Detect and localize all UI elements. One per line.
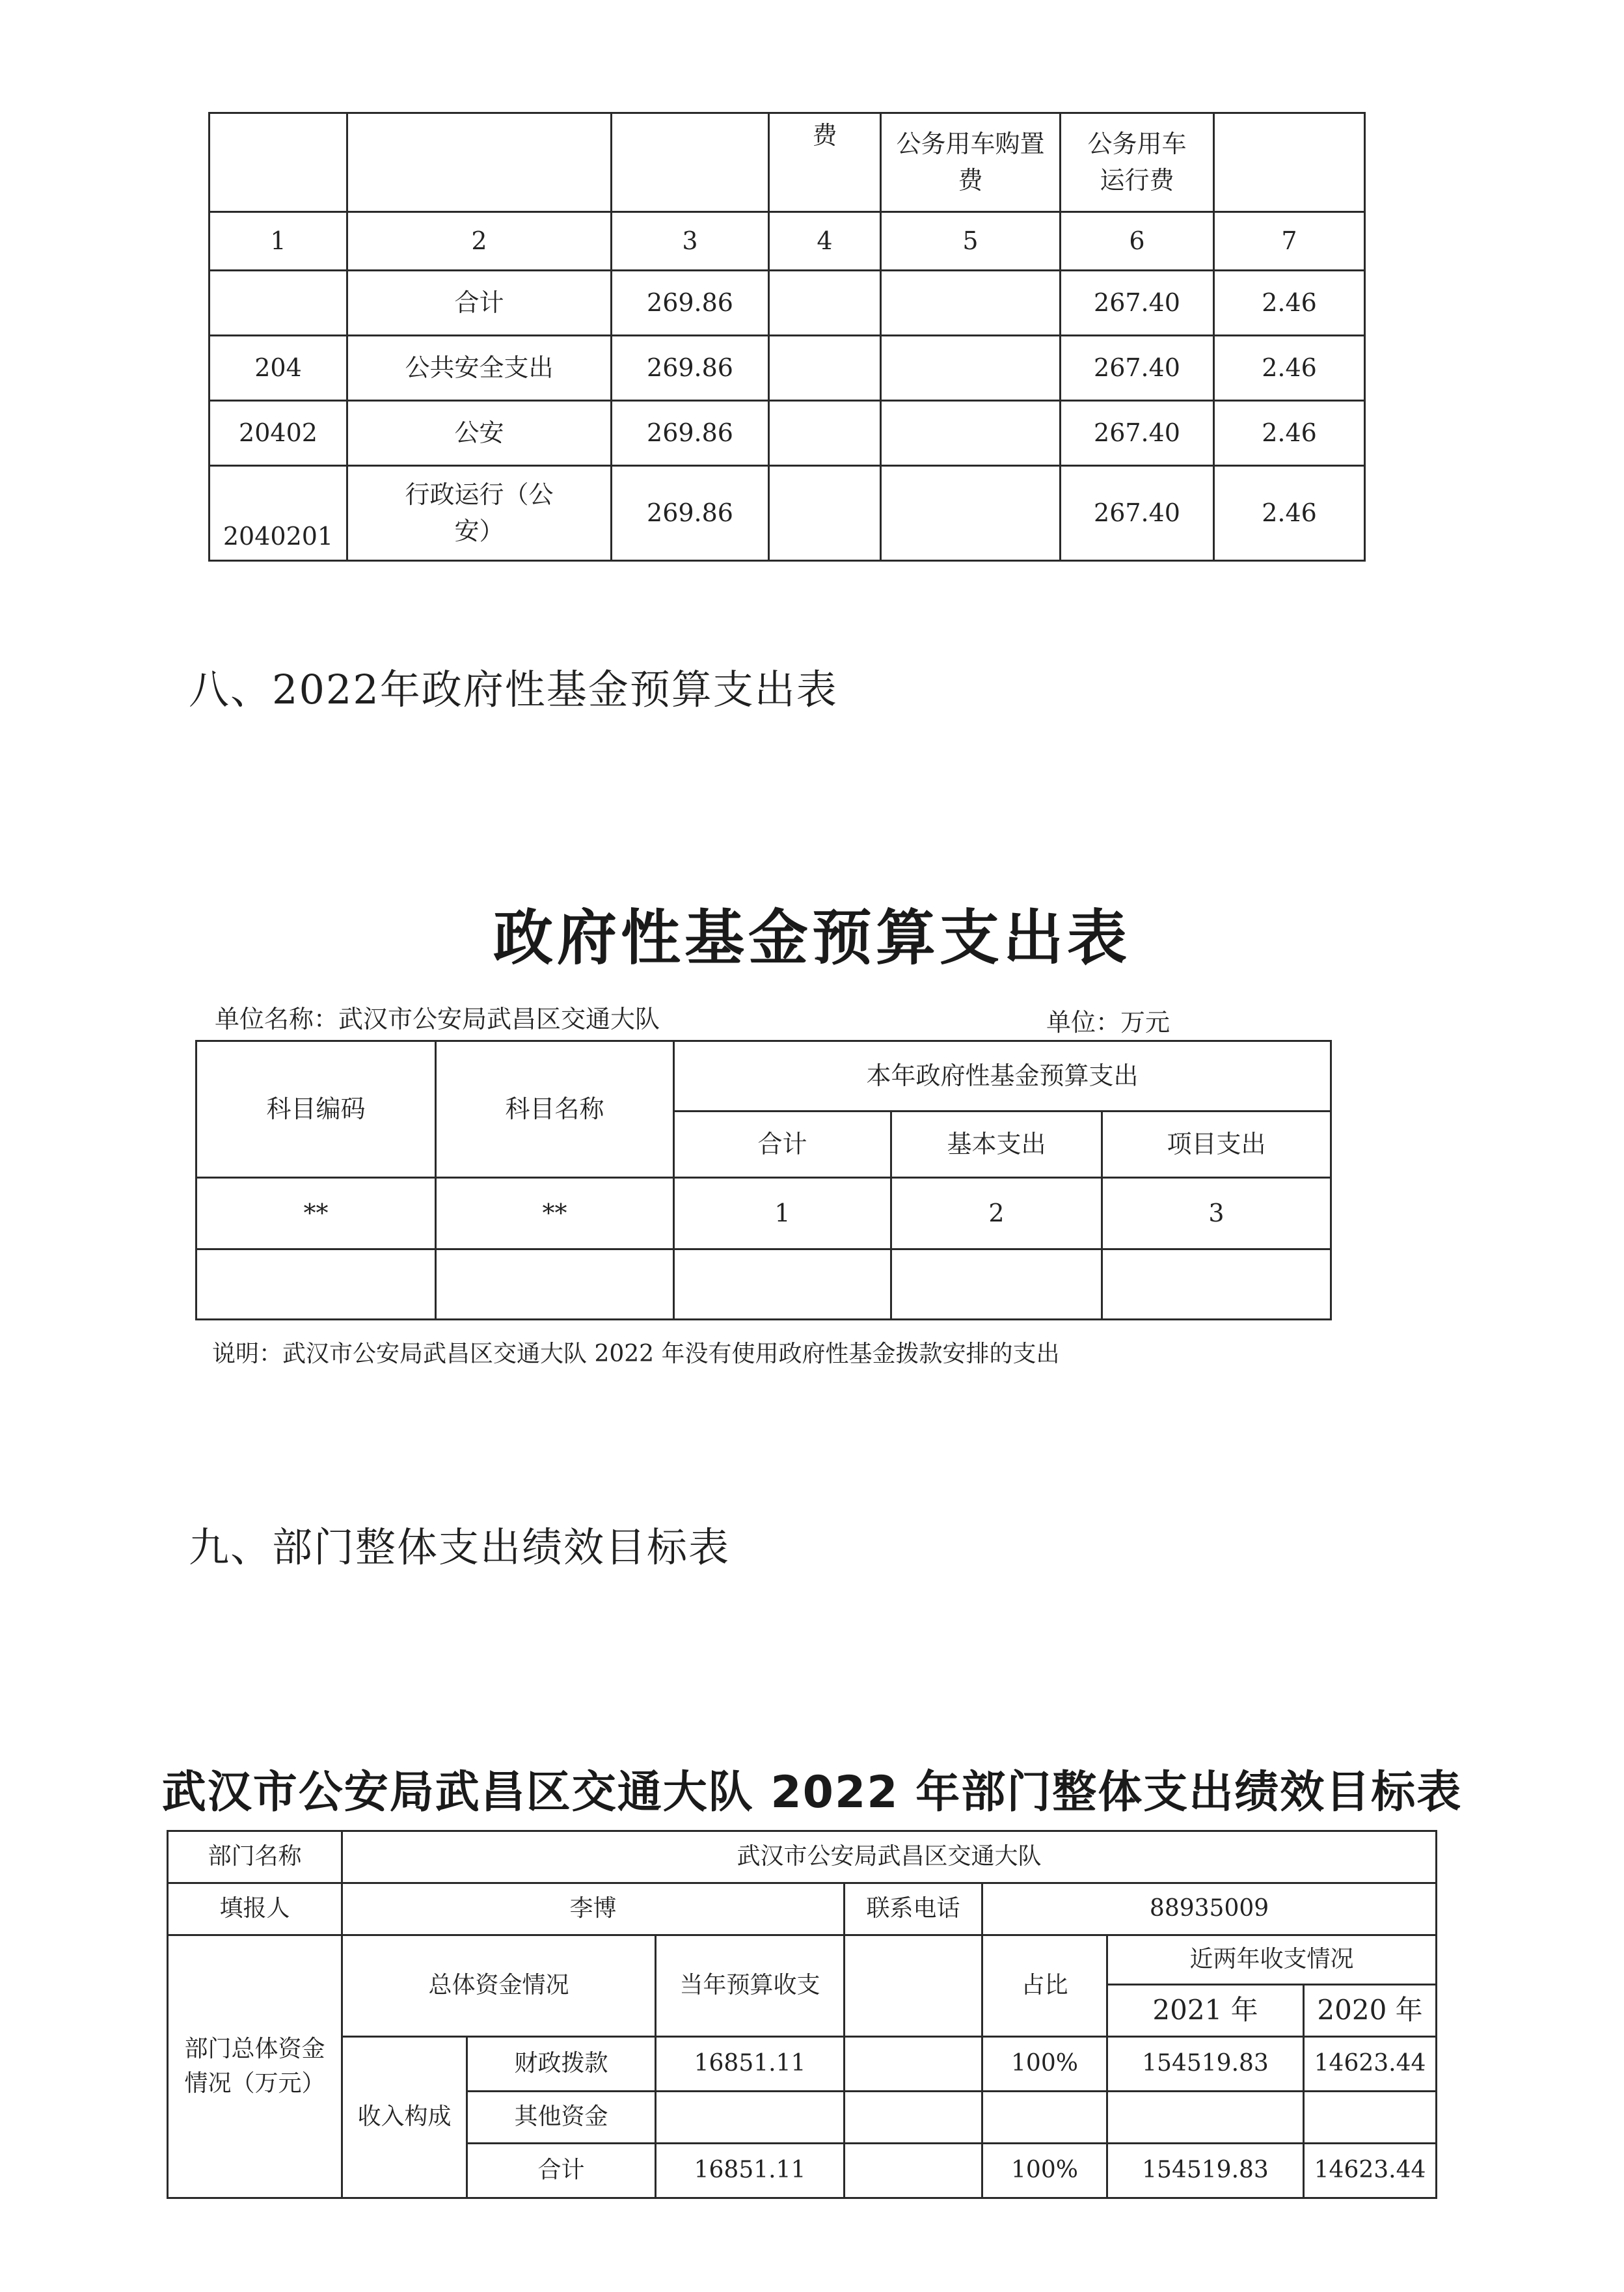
empty-cell [1102, 1249, 1331, 1320]
header-cell: 费 [769, 113, 881, 212]
value-cell: 269.86 [612, 466, 769, 561]
empty-cell [845, 2144, 982, 2198]
income-2021: 154519.83 [1107, 2037, 1304, 2092]
phone-label: 联系电话 [845, 1883, 982, 1935]
index-cell: ** [196, 1178, 436, 1249]
value-cell: 269.86 [612, 336, 769, 401]
section-heading-9: 九、部门整体支出绩效目标表 [189, 1523, 731, 1571]
index-cell: ** [436, 1178, 674, 1249]
income-share: 100% [982, 2037, 1107, 2092]
index-cell: 3 [1102, 1178, 1331, 1249]
income-name: 其他资金 [467, 2092, 656, 2144]
index-cell: 4 [769, 212, 881, 271]
share-label: 占比 [982, 1935, 1107, 2037]
value-cell [769, 466, 881, 561]
value-cell [769, 401, 881, 466]
income-share [982, 2092, 1107, 2144]
current-budget-label: 当年预算收支 [656, 1935, 845, 2037]
income-share: 100% [982, 2144, 1107, 2198]
value-cell: 2.46 [1214, 466, 1365, 561]
code-cell [210, 271, 347, 336]
funds-overall-label: 部门总体资金情况（万元） [168, 1935, 342, 2198]
index-cell: 2 [347, 212, 612, 271]
code-cell: 2040201 [210, 466, 347, 561]
overall-funds-label: 总体资金情况 [342, 1935, 656, 2037]
income-structure-label: 收入构成 [342, 2037, 467, 2198]
header-cell: 公务用车运行费 [1061, 113, 1214, 212]
dept-name-value: 武汉市公安局武昌区交通大队 [342, 1831, 1437, 1883]
value-cell [769, 336, 881, 401]
table-header-row [196, 1041, 1331, 1112]
income-2021 [1107, 2092, 1304, 2144]
code-cell: 20402 [210, 401, 347, 466]
index-cell: 1 [674, 1178, 891, 1249]
header-cell [347, 113, 612, 212]
income-2020: 14623.44 [1304, 2144, 1437, 2198]
income-2020: 14623.44 [1304, 2037, 1437, 2092]
header-cell [210, 113, 347, 212]
table-title-performance-target: 武汉市公安局武昌区交通大队 2022 年部门整体支出绩效目标表 [161, 1767, 1463, 1818]
value-cell [881, 336, 1061, 401]
value-cell [881, 401, 1061, 466]
index-cell: 3 [612, 212, 769, 271]
name-cell: 合计 [347, 271, 612, 336]
header-total: 合计 [674, 1112, 891, 1178]
name-cell: 行政运行（公安） [347, 466, 612, 561]
filler-label: 填报人 [168, 1883, 342, 1935]
two-year-label: 近两年收支情况 [1107, 1935, 1437, 1985]
filler-row [168, 1883, 1437, 1935]
value-cell: 269.86 [612, 271, 769, 336]
column-index-row [210, 212, 1365, 271]
income-name: 合计 [467, 2144, 656, 2198]
table-row [210, 466, 1365, 561]
value-cell: 269.86 [612, 401, 769, 466]
value-cell: 267.40 [1061, 466, 1214, 561]
empty-cell [845, 2092, 982, 2144]
value-cell: 2.46 [1214, 401, 1365, 466]
index-cell: 1 [210, 212, 347, 271]
header-subject-name: 科目名称 [436, 1041, 674, 1178]
empty-cell [891, 1249, 1102, 1320]
income-2021: 154519.83 [1107, 2144, 1304, 2198]
index-cell: 7 [1214, 212, 1365, 271]
header-project-expense: 项目支出 [1102, 1112, 1331, 1178]
index-cell: 5 [881, 212, 1061, 271]
table-note: 说明：武汉市公安局武昌区交通大队 2022 年没有使用政府性基金拨款安排的支出 [212, 1341, 1060, 1367]
header-cell [1214, 113, 1365, 212]
value-cell [881, 466, 1061, 561]
code-cell: 204 [210, 336, 347, 401]
header-cell: 公务用车购置费 [881, 113, 1061, 212]
income-budget: 16851.11 [656, 2144, 845, 2198]
table-row [210, 336, 1365, 401]
dept-row [168, 1831, 1437, 1883]
table-title-government-fund: 政府性基金预算支出表 [493, 903, 1131, 973]
filler-value: 李博 [342, 1883, 845, 1935]
phone-value: 88935009 [982, 1883, 1437, 1935]
income-name: 财政拨款 [467, 2037, 656, 2092]
government-fund-table [195, 1040, 1332, 1320]
year-2020-label: 2020 年 [1304, 1985, 1437, 2037]
year-2021-label: 2021 年 [1107, 1985, 1304, 2037]
name-cell: 公安 [347, 401, 612, 466]
value-cell [881, 271, 1061, 336]
funds-header-row-1 [168, 1935, 1437, 1985]
value-cell: 267.40 [1061, 336, 1214, 401]
section-heading-8: 八、2022年政府性基金预算支出表 [189, 666, 838, 713]
index-cell: 6 [1061, 212, 1214, 271]
empty-cell [674, 1249, 891, 1320]
expense-table-continued [208, 112, 1366, 562]
income-budget [656, 2092, 845, 2144]
income-2020 [1304, 2092, 1437, 2144]
value-cell: 2.46 [1214, 271, 1365, 336]
unit-name-label: 单位名称：武汉市公安局武昌区交通大队 [215, 1005, 660, 1033]
dept-name-label: 部门名称 [168, 1831, 342, 1883]
table-row-empty [196, 1249, 1331, 1320]
table-row [168, 2037, 1437, 2092]
value-cell [769, 271, 881, 336]
table-header-row [210, 113, 1365, 212]
empty-cell [436, 1249, 674, 1320]
value-cell: 2.46 [1214, 336, 1365, 401]
header-subject-code: 科目编码 [196, 1041, 436, 1178]
empty-cell [845, 1935, 982, 2037]
value-cell: 267.40 [1061, 401, 1214, 466]
header-basic-expense: 基本支出 [891, 1112, 1102, 1178]
header-cell [612, 113, 769, 212]
unit-label: 单位：万元 [1046, 1008, 1171, 1037]
index-cell: 2 [891, 1178, 1102, 1249]
empty-cell [196, 1249, 436, 1320]
name-cell: 公共安全支出 [347, 336, 612, 401]
value-cell: 267.40 [1061, 271, 1214, 336]
income-budget: 16851.11 [656, 2037, 845, 2092]
table-row [210, 401, 1365, 466]
table-row [210, 271, 1365, 336]
header-annual-fund-expenditure: 本年政府性基金预算支出 [674, 1041, 1331, 1112]
performance-target-table [167, 1830, 1437, 2199]
column-index-row [196, 1178, 1331, 1249]
empty-cell [845, 2037, 982, 2092]
